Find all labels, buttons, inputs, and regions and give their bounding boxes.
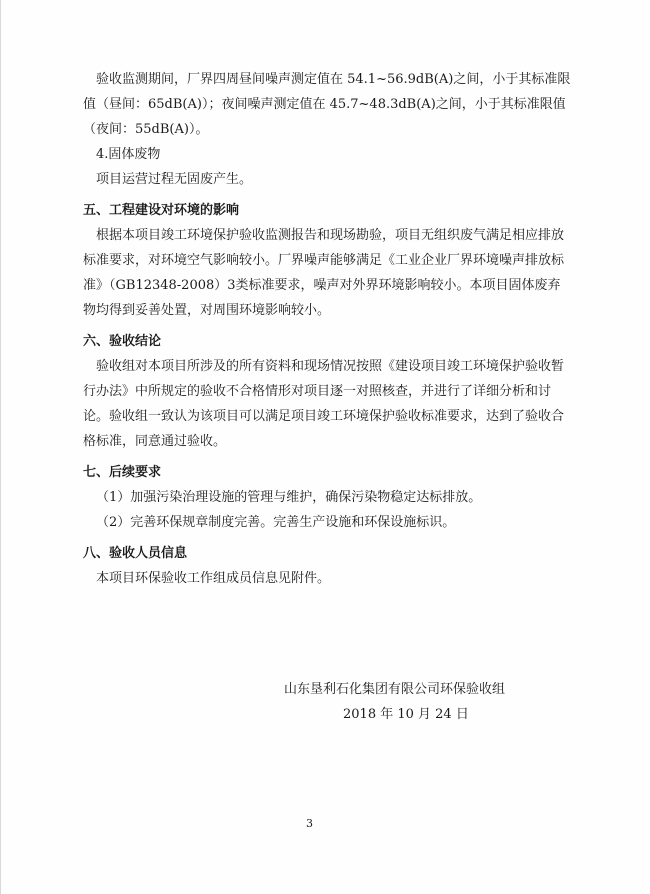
section5-text: 根据本项目竣工环境保护验收监测报告和现场勘验，项目无组织废气满足相应排放标准要求，对环境空气影响较小。厂界噪声能够满足《工业企业厂界环境噪声排放标准》（GB12348-2008）3类标准要求，噪声对外界环境影响较小。本项目固体废弃物均得到妥善处置，对周围环境影响较小。	[83, 228, 565, 318]
item4-title: 4.固体废物	[96, 147, 161, 162]
page-number: 3	[306, 817, 313, 830]
section6-heading: 六、验收结论	[83, 334, 162, 349]
noise-paragraph: 验收监测期间，厂界四周昼间噪声测定值在 54.1~56.9dB(A)之间，小于其标准限值（昼间：65dB(A)）；夜间噪声测定值在 45.7~48.3dB(A)之间，小于其标准限值（夜间：55dB(A)）。	[83, 72, 571, 137]
section7-item-1: （1）加强污染治理设施的管理与维护，确保污染物稳定达标排放。	[96, 490, 482, 505]
section8-text: 本项目环保验收工作组成员信息见附件。	[96, 571, 331, 586]
signature-date: 2018 年 10 月 24 日	[343, 707, 469, 722]
section5-heading: 五、工程建设对环境的影响	[83, 203, 240, 218]
signature-org: 山东垦利石化集团有限公司环保验收组	[284, 682, 506, 697]
document-body	[83, 67, 573, 591]
section7-heading: 七、后续要求	[83, 465, 162, 480]
section8-heading: 八、验收人员信息	[83, 546, 188, 561]
section6-text: 验收组对本项目所涉及的所有资料和现场情况按照《建设项目竣工环境保护验收暂行办法》中所规定的验收不合格情形对项目逐一对照核查，并进行了详细分析和讨论。验收组一致认为该项目可以满足项目竣工环境保护验收标准要求，达到了验收合格标准，同意通过验收。	[83, 359, 565, 449]
item4-text: 项目运营过程无固废产生。	[96, 172, 253, 187]
section7-item-2: （2）完善环保规章制度完善。完善生产设施和环保设施标识。	[96, 515, 456, 530]
